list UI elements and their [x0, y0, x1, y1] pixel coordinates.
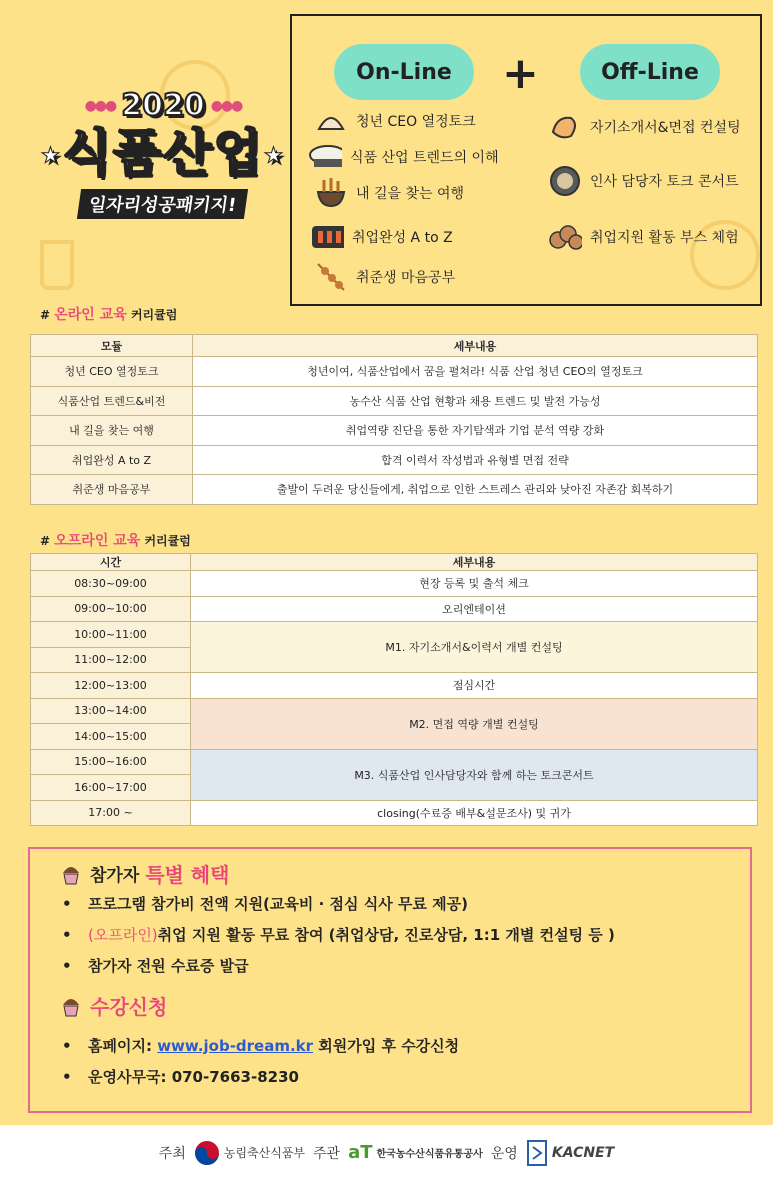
detail-cell: M2. 면접 역량 개별 컨설팅: [191, 698, 758, 749]
offline-curriculum-table: [30, 553, 758, 826]
detail-cell: 현장 등록 및 출석 체크: [191, 571, 758, 597]
dots-decoration: ●●●: [84, 97, 116, 114]
pizza-icon: [548, 166, 582, 196]
list-item: • 프로그램 참가비 전액 지원(교육비 · 점심 식사 무료 제공): [62, 893, 615, 914]
detail-cell: 농수산 식품 산업 현황과 채용 트렌드 및 발전 가능성: [193, 386, 758, 416]
star-icon: ★: [263, 143, 286, 169]
office-phone: 070-7663-8230: [171, 1068, 299, 1086]
taegeuk-icon: [194, 1140, 220, 1166]
online-item: 식품 산업 트렌드의 이해: [308, 142, 499, 172]
benefits-heading: 참가자 특별 혜택: [60, 859, 229, 888]
time-cell: 14:00~15:00: [31, 724, 191, 750]
grill-icon: [310, 222, 344, 252]
offline-pill: Off-Line: [580, 44, 720, 100]
detail-cell: 청년이여, 식품산업에서 꿈을 펼쳐라! 식품 산업 청년 CEO의 열정토크: [193, 357, 758, 387]
module-cell: 취준생 마음공부: [31, 475, 193, 505]
table-row: [31, 445, 758, 475]
list-item: • 참가자 전원 수료증 발급: [62, 955, 615, 976]
detail-cell: closing(수료증 배부&설문조사) 및 귀가: [191, 800, 758, 826]
detail-cell: 출발이 두려운 당신들에게, 취업으로 인한 스트레스 관리와 낮아진 자존감 회복하기: [193, 475, 758, 505]
detail-cell: 합격 이력서 작성법과 유형별 면접 전략: [193, 445, 758, 475]
cupcake-icon: [60, 863, 82, 885]
online-curriculum-table: [30, 334, 758, 505]
table-row: [31, 386, 758, 416]
table-row: [31, 571, 758, 597]
kacnet-icon: [526, 1139, 548, 1167]
list-item: • 운영사무국: 070-7663-8230: [62, 1066, 459, 1087]
online-item: 취업완성 A to Z: [310, 222, 453, 252]
time-cell: 10:00~11:00: [31, 622, 191, 648]
apply-heading: 수강신청: [60, 991, 167, 1020]
at-icon: aT: [348, 1142, 373, 1163]
column-header: 세부내용: [193, 335, 758, 357]
time-cell: 15:00~16:00: [31, 749, 191, 775]
table-row: [31, 596, 758, 622]
module-cell: 내 길을 찾는 여행: [31, 416, 193, 446]
host-label: 주최: [158, 1145, 186, 1162]
offline-item: 인사 담당자 토크 콘서트: [548, 166, 739, 196]
ministry-logo: 농림축산식품부: [194, 1140, 305, 1166]
module-cell: 식품산업 트렌드&비전: [31, 386, 193, 416]
table-row: [31, 475, 758, 505]
module-cell: 청년 CEO 열정토크: [31, 357, 193, 387]
offline-item: 자기소개서&면접 컨설팅: [548, 112, 741, 142]
plus-sign: +: [502, 48, 539, 99]
table-row: [31, 416, 758, 446]
operator-label: 운영: [490, 1145, 518, 1162]
online-curriculum-heading: # 온라인 교육 커리큘럼: [40, 307, 178, 323]
time-cell: 17:00 ~: [31, 800, 191, 826]
column-header: 세부내용: [191, 554, 758, 571]
cupcake-icon: [60, 995, 82, 1017]
online-item: 취준생 마음공부: [314, 262, 455, 292]
subtitle: 일자리성공패키지!: [77, 189, 249, 219]
table-row: [31, 800, 758, 826]
star-icon: ★: [40, 143, 63, 169]
list-item: • (오프라인)취업 지원 활동 무료 참여 (취업상담, 진로상담, 1:1 개별 컨설팅 등 ): [62, 924, 615, 945]
detail-cell: M1. 자기소개서&이력서 개별 컨설팅: [191, 622, 758, 673]
table-header-row: [31, 554, 758, 571]
online-item: 청년 CEO 열정토크: [314, 106, 476, 136]
offline-item: 취업지원 활동 부스 체험: [548, 222, 739, 252]
table-row: [31, 622, 758, 648]
table-row: [31, 673, 758, 699]
time-cell: 08:30~09:00: [31, 571, 191, 597]
fortune-cookie-icon: [548, 112, 582, 142]
offline-curriculum-heading: # 오프라인 교육 커리큘럼: [40, 533, 191, 549]
table-header-row: [31, 335, 758, 357]
decorative-cup-icon: [40, 240, 74, 290]
year-text: 2020: [121, 88, 205, 123]
header-title-block: [38, 88, 288, 219]
time-cell: 12:00~13:00: [31, 673, 191, 699]
dots-decoration: ●●●: [210, 97, 242, 114]
time-cell: 16:00~17:00: [31, 775, 191, 801]
benefits-box: [28, 847, 752, 1113]
detail-cell: 취업역량 진단을 통한 자기탐색과 기업 분석 역량 강화: [193, 416, 758, 446]
benefits-list: [62, 893, 615, 986]
at-logo: aT 한국농수산식품유통공사: [348, 1142, 483, 1163]
column-header: 시간: [31, 554, 191, 571]
noodle-bowl-icon: [314, 178, 348, 208]
detail-cell: 점심시간: [191, 673, 758, 699]
time-cell: 11:00~12:00: [31, 647, 191, 673]
dumpling-icon: [314, 106, 348, 136]
takoyaki-icon: [548, 222, 582, 252]
homepage-link[interactable]: www.job-dream.kr: [157, 1037, 314, 1055]
main-title: 식품산업: [62, 124, 264, 182]
skewer-icon: [314, 262, 348, 292]
apply-list: [62, 1035, 459, 1097]
rice-bowl-icon: [308, 142, 342, 172]
online-pill: On-Line: [334, 44, 474, 100]
sponsor-footer: [0, 1125, 773, 1180]
program-overview-box: [290, 14, 762, 306]
detail-cell: 오리엔테이션: [191, 596, 758, 622]
module-cell: 취업완성 A to Z: [31, 445, 193, 475]
table-row: [31, 698, 758, 724]
table-row: [31, 357, 758, 387]
detail-cell: M3. 식품산업 인사담당자와 함께 하는 토크콘서트: [191, 749, 758, 800]
organizer-label: 주관: [313, 1145, 341, 1162]
column-header: 모듈: [31, 335, 193, 357]
time-cell: 09:00~10:00: [31, 596, 191, 622]
online-item: 내 길을 찾는 여행: [314, 178, 464, 208]
kacnet-logo: KACNET: [526, 1139, 614, 1167]
table-row: [31, 749, 758, 775]
list-item: • 홈페이지: www.job-dream.kr 회원가입 후 수강신청: [62, 1035, 459, 1056]
time-cell: 13:00~14:00: [31, 698, 191, 724]
